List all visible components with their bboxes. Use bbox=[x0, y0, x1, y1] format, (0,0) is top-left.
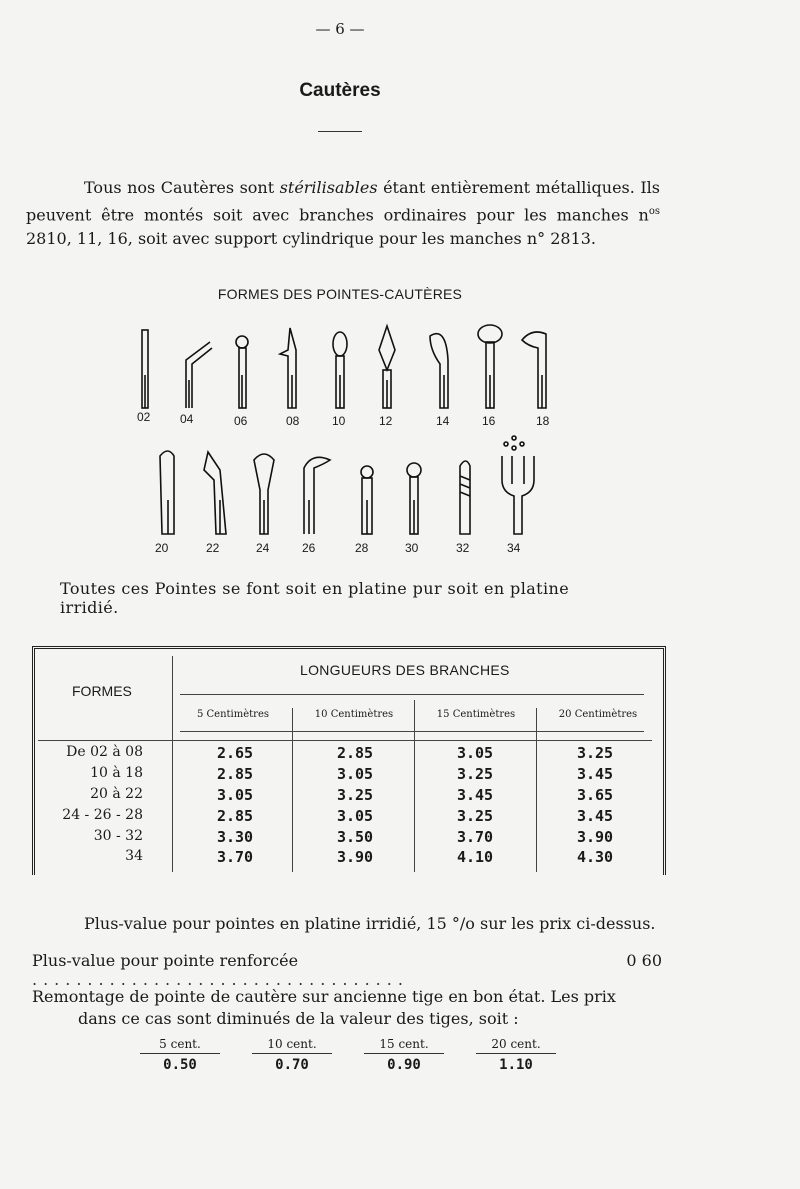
tip-04-illustration bbox=[186, 342, 212, 408]
price-cell: 3.70 bbox=[456, 828, 494, 846]
row-label: 24 - 26 - 28 bbox=[62, 807, 143, 823]
table-divider bbox=[38, 740, 652, 741]
row-label: De 02 à 08 bbox=[66, 744, 143, 760]
leader-dots: .................................. bbox=[32, 970, 409, 989]
stem-price bbox=[252, 1037, 332, 1073]
cautery-tips-illustration bbox=[130, 320, 570, 570]
tip-06-illustration bbox=[236, 336, 248, 408]
price-cell: 3.25 bbox=[456, 765, 494, 783]
page-title: Cautères bbox=[299, 80, 381, 101]
price-cell: 3.45 bbox=[576, 807, 614, 825]
tip-14-illustration bbox=[430, 334, 448, 408]
tip-label: 18 bbox=[536, 414, 550, 428]
tip-label: 20 bbox=[155, 541, 169, 555]
tips-material-note: Toutes ces Pointes se font soit en platine pur soit en platine irridié. bbox=[60, 579, 570, 617]
tip-label: 10 bbox=[332, 414, 346, 428]
length-column-header: 10 Centimètres bbox=[314, 709, 394, 720]
intro-superscript: os bbox=[648, 206, 660, 217]
stem-length-label: 15 cent. bbox=[364, 1037, 444, 1054]
price-cell: 4.10 bbox=[456, 848, 494, 866]
tip-12-illustration bbox=[379, 326, 395, 408]
intro-emphasis: stérilisables bbox=[279, 178, 378, 197]
row-label: 10 à 18 bbox=[90, 765, 143, 781]
stem-price bbox=[140, 1037, 220, 1073]
price-cell: 3.65 bbox=[576, 786, 614, 804]
table-divider bbox=[180, 731, 644, 732]
price-cell: 3.25 bbox=[576, 744, 614, 762]
reinforced-tip-surcharge bbox=[32, 951, 662, 989]
reinforced-label: Plus-value pour pointe renforcée bbox=[32, 951, 299, 970]
tip-10-illustration bbox=[333, 332, 347, 408]
row-label: 20 à 22 bbox=[90, 786, 143, 802]
tip-18-illustration bbox=[522, 332, 546, 408]
intro-paragraph bbox=[26, 176, 660, 251]
price-cell: 4.30 bbox=[576, 848, 614, 866]
tip-label: 26 bbox=[302, 541, 316, 555]
intro-text-3: 2810, 11, 16, soit avec support cylindrique pour les manches n° 2813. bbox=[26, 229, 597, 249]
price-cell: 3.05 bbox=[336, 765, 374, 783]
stem-value: 0.70 bbox=[275, 1057, 309, 1073]
stem-price bbox=[476, 1037, 556, 1073]
length-column-header: 20 Centimètres bbox=[558, 709, 638, 720]
tip-24-illustration bbox=[254, 454, 274, 534]
row-label: 34 bbox=[125, 848, 143, 864]
tip-label: 24 bbox=[256, 541, 270, 555]
table-divider bbox=[180, 694, 644, 695]
price-cell: 3.05 bbox=[336, 807, 374, 825]
intro-text-1: Tous nos Cautères sont bbox=[84, 178, 280, 197]
tip-34-illustration bbox=[502, 436, 534, 534]
tip-16-illustration bbox=[478, 325, 502, 408]
tip-26-illustration bbox=[304, 457, 330, 534]
remounting-line-2: dans ce cas sont diminués de la valeur des tiges, soit : bbox=[78, 1009, 519, 1028]
tip-label: 16 bbox=[482, 414, 496, 428]
price-cell: 3.90 bbox=[576, 828, 614, 846]
page-number: — 6 — bbox=[315, 20, 365, 38]
stem-price bbox=[364, 1037, 444, 1073]
price-cell: 3.30 bbox=[216, 828, 254, 846]
forms-column-header: FORMES bbox=[72, 683, 132, 699]
length-column-header: 5 Centimètres bbox=[196, 709, 270, 720]
price-cell: 3.25 bbox=[456, 807, 494, 825]
tip-22-illustration bbox=[204, 452, 226, 534]
forms-heading: FORMES DES POINTES-CAUTÈRES bbox=[217, 286, 463, 302]
tip-label: 22 bbox=[206, 541, 220, 555]
stem-length-label: 20 cent. bbox=[476, 1037, 556, 1054]
tip-28-illustration bbox=[361, 466, 373, 534]
stem-length-label: 5 cent. bbox=[140, 1037, 220, 1054]
tip-label: 08 bbox=[286, 414, 300, 428]
price-cell: 3.45 bbox=[576, 765, 614, 783]
remounting-line-1: Remontage de pointe de cautère sur ancienne tige en bon état. Les prix bbox=[32, 987, 616, 1006]
stem-length-label: 10 cent. bbox=[252, 1037, 332, 1054]
tip-label: 04 bbox=[180, 412, 194, 426]
row-label: 30 - 32 bbox=[93, 828, 143, 844]
price-cell: 2.65 bbox=[216, 744, 254, 762]
price-cell: 3.05 bbox=[216, 786, 254, 804]
price-cell: 3.90 bbox=[336, 848, 374, 866]
tip-label: 34 bbox=[507, 541, 521, 555]
iridium-surcharge-note: Plus-value pour pointes en platine irridié, 15 °/o sur les prix ci-dessus. bbox=[84, 914, 656, 933]
price-cell: 3.70 bbox=[216, 848, 254, 866]
price-cell: 2.85 bbox=[216, 807, 254, 825]
length-column-header: 15 Centimètres bbox=[436, 709, 516, 720]
tip-label: 28 bbox=[355, 541, 369, 555]
tip-20-illustration bbox=[160, 451, 174, 534]
stem-value: 1.10 bbox=[499, 1057, 533, 1073]
intro-text-2: étant entièrement métalliques. Ils peuvent être montés soit avec branches ordinaires pour les manches n bbox=[26, 178, 660, 225]
tip-label: 30 bbox=[405, 541, 419, 555]
price-cell: 2.85 bbox=[216, 765, 254, 783]
tip-label: 02 bbox=[137, 410, 151, 424]
tip-08-illustration bbox=[280, 328, 296, 408]
tip-label: 06 bbox=[234, 414, 248, 428]
reinforced-amount: 0 60 bbox=[626, 951, 662, 970]
tip-32-illustration bbox=[460, 461, 470, 534]
price-cell: 3.25 bbox=[336, 786, 374, 804]
tip-label: 32 bbox=[456, 541, 470, 555]
table-divider bbox=[172, 656, 173, 872]
tip-label: 12 bbox=[379, 414, 393, 428]
price-cell: 3.05 bbox=[456, 744, 494, 762]
stem-value: 0.50 bbox=[163, 1057, 197, 1073]
tip-label: 14 bbox=[436, 414, 450, 428]
stem-value: 0.90 bbox=[387, 1057, 421, 1073]
price-cell: 3.45 bbox=[456, 786, 494, 804]
tip-02-illustration bbox=[142, 330, 148, 408]
title-divider bbox=[318, 131, 362, 132]
remounting-paragraph bbox=[32, 986, 622, 1030]
tip-30-illustration bbox=[407, 463, 421, 534]
lengths-header: LONGUEURS DES BRANCHES bbox=[300, 662, 510, 678]
price-cell: 3.50 bbox=[336, 828, 374, 846]
price-cell: 2.85 bbox=[336, 744, 374, 762]
